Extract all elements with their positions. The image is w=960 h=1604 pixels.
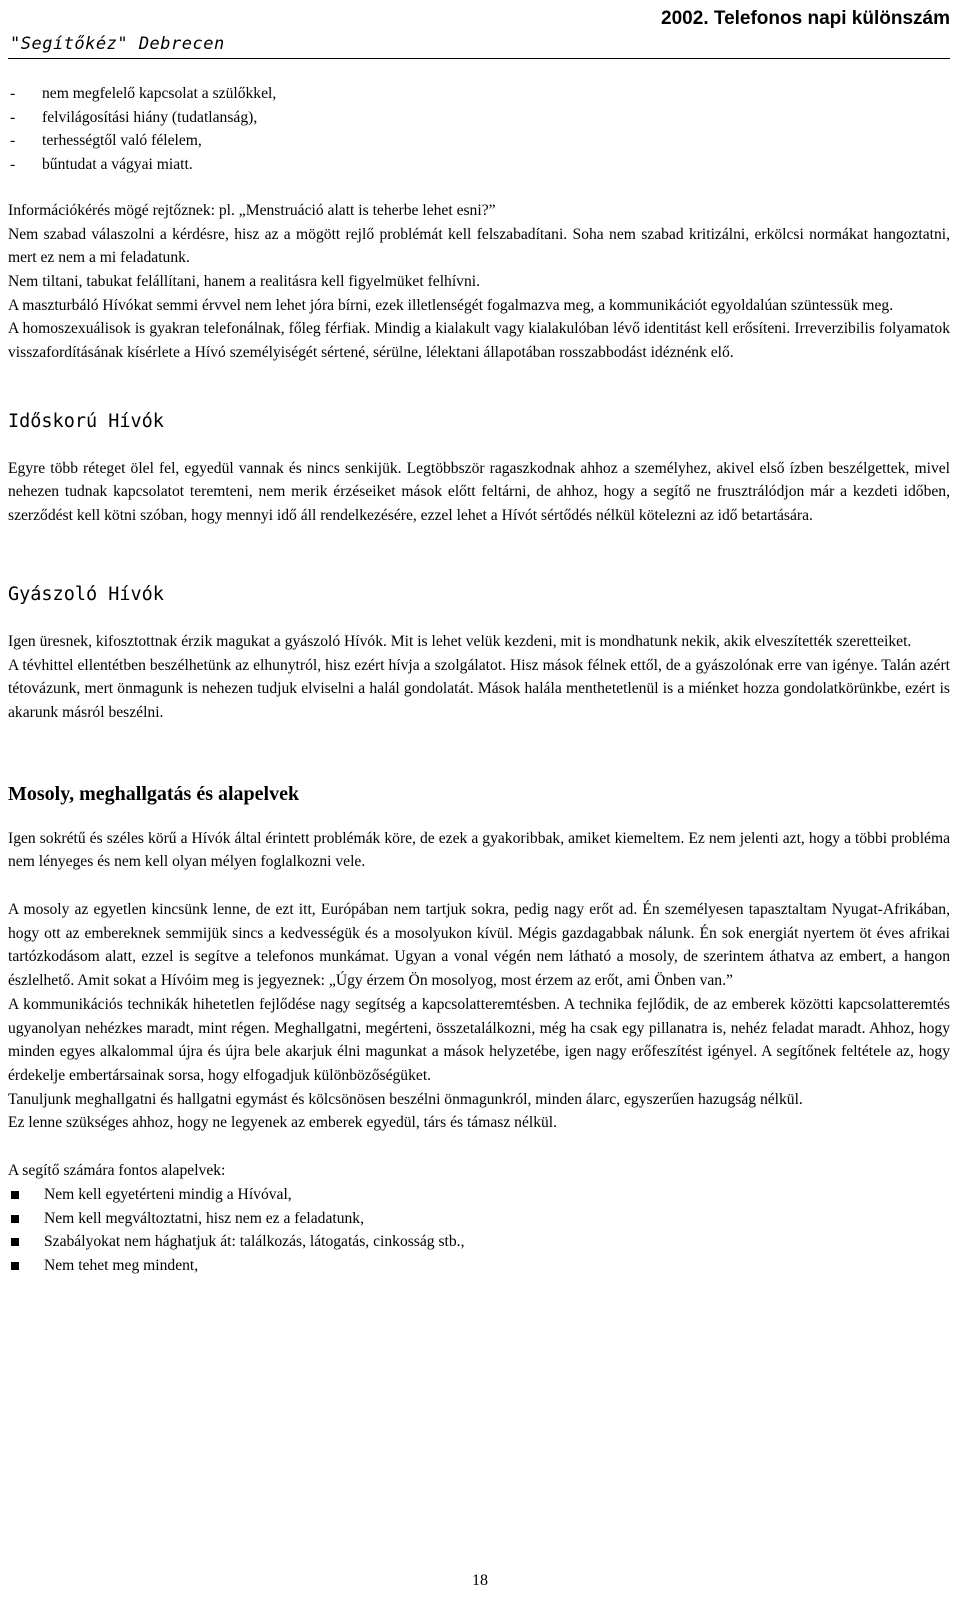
section-heading-smile: Mosoly, meghallgatás és alapelvek	[8, 782, 300, 805]
paragraph: Információkérés mögé rejtőznek: pl. „Menstruáció alatt is teherbe lehet esni?”	[8, 201, 496, 219]
paragraph: Egyre több réteget ölel fel, egyedül vannak és nincs senkijük. Legtöbbször ragaszkodnak ahhoz a személyhez, akivel első ízben beszélgettek, mivel nehezen tudnak kapcsolatot teremteni, nem merik érzéseiket mások előtt feltárni, de ahhoz, hogy a segítő ne frusztrálódjon már a kezdeti időben, szerződést kell kötni szóban, hogy mennyi idő áll rendelkezésére, ezzel lehet a Hívót sértődés nélkül kötelezni az idő betartására.	[8, 459, 950, 525]
list-item: - terhességtől való félelem,	[8, 129, 950, 153]
list-item: - felvilágosítási hiány (tudatlanság),	[8, 106, 950, 130]
paragraph: Nem tiltani, tabukat felállítani, hanem a realitásra kell figyelmüket felhívni.	[8, 272, 480, 290]
header-organization: "Segítőkéz" Debrecen	[10, 34, 225, 54]
section-heading-elderly: Időskorú Hívók	[8, 410, 164, 432]
paragraph: A tévhittel ellentétben beszélhetünk az elhunytról, hisz ezért hívja a szolgálatot. Hisz mások félnek ettől, de a gyászolónak erre van igénye. Talán azért tétovázunk, mert önmagunk is nehezen tudjuk elviselni a halál gondolatát. Mások halála menthetetlenül is a miénket hozza gondolatkörünkbe, ezért is akarunk másról beszélni.	[8, 656, 950, 721]
list-item: Nem tehet meg mindent,	[8, 1254, 950, 1278]
paragraph-gap	[8, 874, 950, 898]
header-issue-title: 2002. Telefonos napi különszám	[661, 8, 950, 29]
paragraph: Igen üresnek, kifosztottnak érzik magukat a gyászoló Hívók. Mit is lehet velük kezdeni, mit is mondhatunk nekik, akik elveszítették szeretteiket.	[8, 632, 912, 650]
list-item: Nem kell egyetérteni mindig a Hívóval,	[8, 1183, 950, 1207]
paragraph: A homoszexuálisok is gyakran telefonálnak, főleg férfiak. Mindig a kialakult vagy kialakulóban lévő identitást kell erősíteni. Irreverzibilis folyamatok visszafordításának kísérlete a Hívó személyiségét sértené, sérülne, lélektani állapotában rosszabbodást idéznénk elő.	[8, 320, 950, 362]
paragraph-gap	[8, 1135, 950, 1159]
paragraph: Igen sokrétű és széles körű a Hívók által érintett problémák köre, de ezek a gyakoribbak, amiket kiemeltem. Ez nem jelenti azt, hogy a többi probléma nem lényeges és nem kell olyan mélyen foglalkozni vele.	[8, 829, 950, 871]
paragraph: A kommunikációs technikák hihetetlen fejlődése nagy segítség a kapcsolatteremtésben. A technika fejlődik, de az emberek közötti kapcsolatteremtés ugyanolyan nehézkes maradt, mint régen. Meghallgatni, megérteni, összetalálkozni, még ha csak egy pillanatra is, nehéz feladat maradt. Ahhoz, hogy minden egyes alkalommal újra és újra bele akarjuk élni magunkat a mások helyzetébe, igen nagy erőfeszítést igényel. A segítőnek feltétele az, hogy érdekelje embertársainak sorsa, hogy elfogadjuk különbözőségüket.	[8, 995, 950, 1084]
principles-intro: A segítő számára fontos alapelvek:	[8, 1162, 226, 1180]
page-number: 18	[472, 1572, 488, 1589]
paragraph: A maszturbáló Hívókat semmi érvvel nem lehet jóra bírni, ezek illetlenségét fogalmazva meg, a kommunikációt egyoldalúan szüntessük meg.	[8, 296, 894, 314]
paragraph: Nem szabad válaszolni a kérdésre, hisz az a mögött rejlő problémát kell felszabadítani. Soha nem szabad kritizálni, erkölcsi normákat hangoztatni, mert ez nem a mi feladatunk.	[8, 225, 950, 267]
intro-dash-list	[8, 82, 950, 177]
list-item: - nem megfelelő kapcsolat a szülőkkel,	[8, 82, 950, 106]
list-item: Szabályokat nem hághatjuk át: találkozás, látogatás, cinkosság stb.,	[8, 1230, 950, 1254]
document-body	[8, 82, 950, 1278]
list-item: - bűntudat a vágyai miatt.	[8, 153, 950, 177]
page-header	[8, 0, 950, 59]
paragraph: A mosoly az egyetlen kincsünk lenne, de ezt itt, Európában nem tartjuk sokra, pedig nagy erőt ad. Én személyesen tapasztaltam Nyugat-Afrikában, hogy ott az embereknek semmijük sincs a kedvességük és a mosolyukon kívül. Mégis gazdagabbak nálunk. Én sok energiát nyertem öt éves afrikai tartózkodásom alatt, ezzel is segítve a telefonos munkámat. Ugyan a vonal végén nem látható a mosoly, de szerintem áthatva az embert, a hangon észlelhető. Amit sokat a Hívóim meg is jegyeznek: „Úgy érzem Ön mosolyog, most érzem az erőt, ami Önben van.”	[8, 901, 950, 990]
list-item: Nem kell megváltoztatni, hisz nem ez a feladatunk,	[8, 1207, 950, 1231]
section-heading-grieving: Gyászoló Hívók	[8, 583, 164, 605]
principles-list	[8, 1183, 950, 1278]
paragraph: Ez lenne szükséges ahhoz, hogy ne legyenek az emberek egyedül, társ és támasz nélkül.	[8, 1114, 558, 1132]
paragraph: Tanuljunk meghallgatni és hallgatni egymást és kölcsönösen beszélni önmagunkról, minden álarc, egyszerűen hazugság nélkül.	[8, 1090, 803, 1108]
